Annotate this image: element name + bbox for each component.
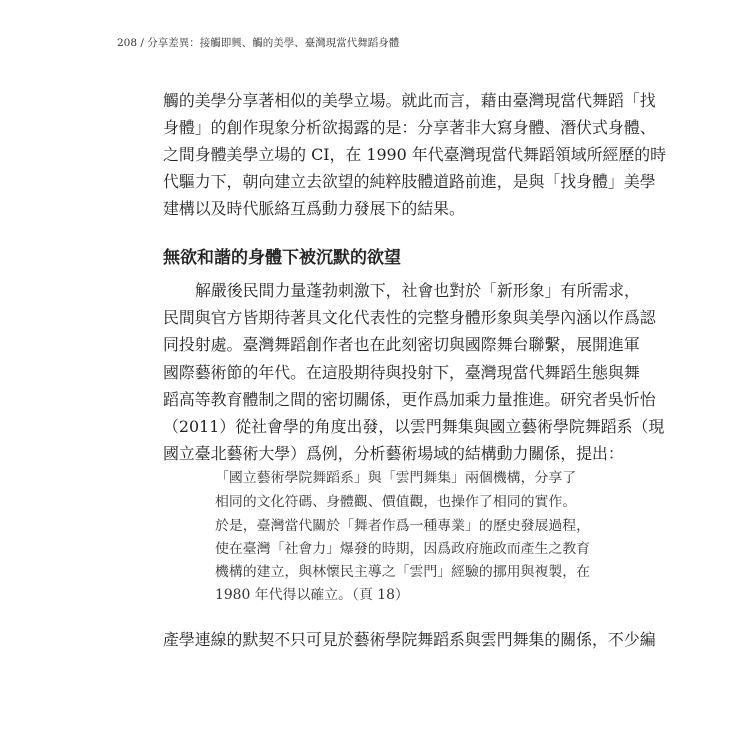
- text-line: 解嚴後民間力量蓬勃刺激下，社會也對於「新形象」有所需求，: [195, 281, 640, 300]
- text-line: 國立臺北藝術大學）爲例，分析藝術場域的結構動力關係，提出：: [163, 444, 624, 463]
- text-line: 身體」的創作現象分析欲揭露的是：分享著非大寫身體、潛伏式身體、: [163, 118, 656, 137]
- text-line: 建構以及時代脈絡互爲動力發展下的結果。: [163, 199, 465, 218]
- quote-line: 機構的建立，與林懷民主導之「雲門」經驗的挪用與複製，在: [215, 564, 591, 580]
- quote-line: 1980 年代得以確立。（頁 18）: [215, 587, 409, 603]
- quote-line: 於是，臺灣當代關於「舞者作爲一種專業」的歷史發展過程，: [215, 518, 591, 534]
- quote-line: 「國立藝術學院舞蹈系」與「雲門舞集」兩個機構，分享了: [215, 470, 577, 486]
- text-line: 民間與官方皆期待著具文化代表性的完整身體形象與美學內涵以作爲認: [163, 308, 656, 327]
- quote-line: 相同的文化符碼、身體觀、價值觀，也操作了相同的實作。: [215, 494, 577, 510]
- text-line: 觸的美學分享著相似的美學立場。就此而言，藉由臺灣現當代舞蹈「找: [163, 91, 656, 110]
- text-line: 之間身體美學立場的 CI，在 1990 年代臺灣現當代舞蹈領域所經歷的時: [163, 145, 667, 164]
- text-line: （2011）從社會學的角度出發，以雲門舞集與國立藝術學院舞蹈系（現: [163, 417, 665, 436]
- quote-line: 使在臺灣「社會力」爆發的時期，因爲政府施政而產生之教育: [215, 541, 591, 557]
- text-line: 產學連線的默契不只可見於藝術學院舞蹈系與雲門舞集的關係，不少編: [163, 630, 656, 649]
- text-line: 代驅力下，朝向建立去欲望的純粹肢體道路前進，是與「找身體」美學: [163, 172, 656, 191]
- section-heading: 無欲和諧的身體下被沉默的欲望: [163, 248, 401, 268]
- text-line: 蹈高等教育體制之間的密切關係，更作爲加乘力量推進。研究者吳忻怡: [163, 390, 656, 409]
- running-header: 208 / 分享差異：接觸即興、觸的美學、臺灣現當代舞蹈身體: [117, 37, 400, 49]
- text-line: 國際藝術節的年代。在這股期待與投射下，臺灣現當代舞蹈生態與舞: [163, 363, 640, 382]
- text-line: 同投射處。臺灣舞蹈創作者也在此刻密切與國際舞台聯繫，展開進軍: [163, 335, 640, 354]
